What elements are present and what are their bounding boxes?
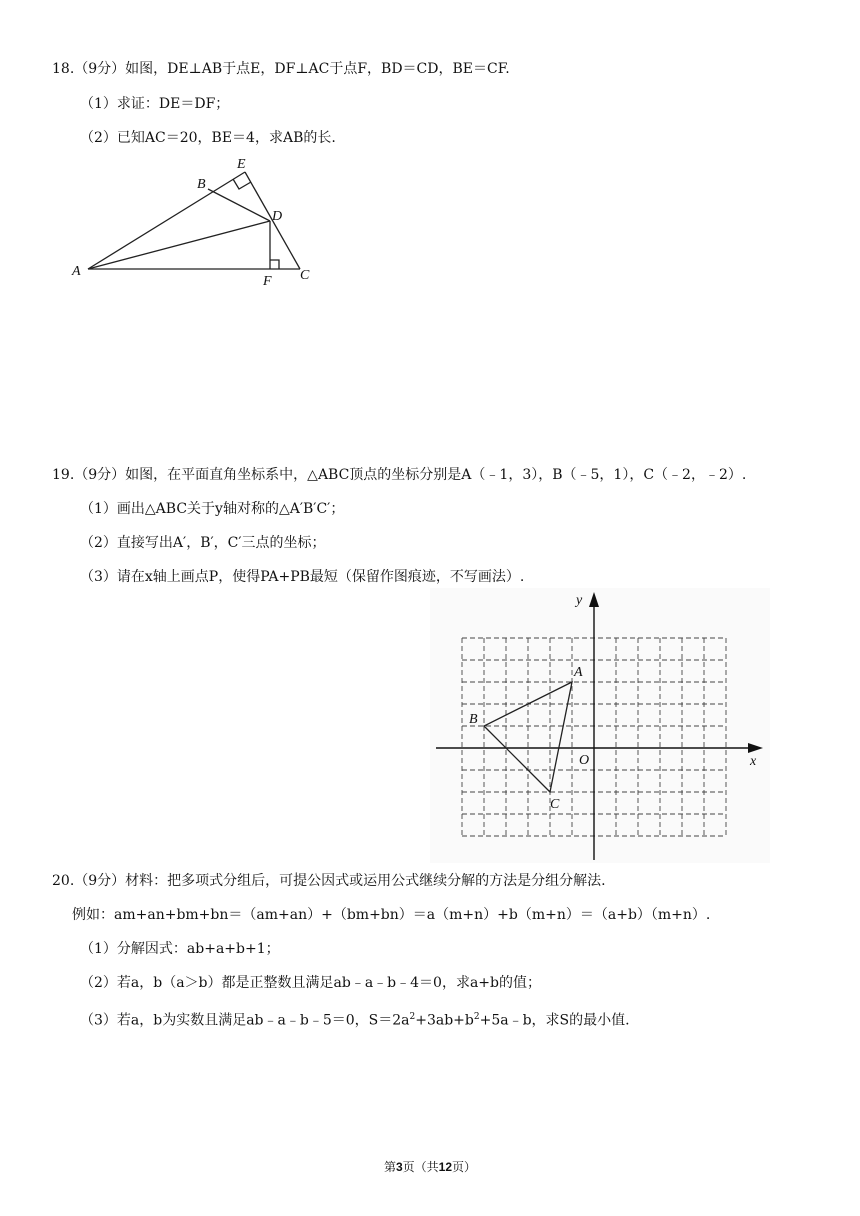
label-C: C: [300, 268, 310, 283]
page-footer: 第3页（共12页）: [383, 1160, 477, 1174]
x-axis-arrow: [748, 743, 763, 753]
label-F: F: [263, 274, 272, 289]
y-axis-label: y: [576, 593, 583, 608]
segment-AD: [88, 221, 270, 269]
q19-title: 19.（9分）如图，在平面直角坐标系中，△ABC顶点的坐标分别是A（﹣1，3），B（﹣5，1），C（﹣2，﹣2）.: [52, 467, 747, 483]
label-E: E: [237, 157, 246, 172]
q18-part1: （1）求证：DE＝DF；: [80, 96, 230, 112]
point-label-B: B: [469, 712, 478, 727]
y-axis-arrow: [589, 592, 599, 607]
q20-part1: （1）分解因式：ab+a+b+1；: [80, 941, 280, 957]
total-pages: 12: [438, 1160, 453, 1174]
label-A: A: [72, 264, 81, 279]
q19-part2: （2）直接写出A′，B′，C′三点的坐标；: [80, 535, 326, 551]
q18-triangle-figure: [60, 150, 330, 290]
q19-part1: （1）画出△ABC关于y轴对称的△A′B′C′；: [80, 501, 345, 517]
label-B: B: [197, 177, 206, 192]
superscript: 2: [409, 1012, 416, 1022]
page-number: 3: [395, 1160, 403, 1174]
q20-part2: （2）若a，b（a＞b）都是正整数且满足ab﹣a﹣b﹣4＝0，求a+b的值；: [80, 975, 541, 991]
point-label-A: A: [574, 665, 583, 680]
q20-example: 例如：am+an+bm+bn＝（am+an）+（bm+bn）＝a（m+n）+b（m+n）＝（a+b）（m+n）.: [72, 907, 711, 923]
q20-title: 20.（9分）材料：把多项式分组后，可提公因式或运用公式继续分解的方法是分组分解法.: [52, 873, 606, 889]
segment-BD: [208, 189, 270, 221]
x-axis-label: x: [750, 754, 757, 769]
right-angle-mark-E: [233, 179, 251, 189]
q19-part3: （3）请在x轴上画点P，使得PA+PB最短（保留作图痕迹，不写画法）.: [80, 569, 525, 585]
q20-part3: （3）若a，b为实数且满足ab﹣a﹣b﹣5＝0，$S=2a^2+3ab+b^2+5a﹣b$，求S的最小值.: [80, 1012, 630, 1029]
segment-AE: [88, 172, 245, 269]
q18-part2: （2）已知AC＝20，BE＝4，求AB的长.: [80, 130, 336, 146]
q18-title: 18.（9分）如图，DE⊥AB于点E，DF⊥AC于点F，BD＝CD，BE＝CF.: [52, 61, 510, 77]
right-angle-mark-F: [270, 260, 279, 269]
superscript: 2: [473, 1012, 480, 1022]
origin-label: O: [579, 753, 590, 768]
point-label-C: C: [550, 797, 560, 812]
label-D: D: [272, 209, 283, 224]
q19-coordinate-grid: [430, 588, 770, 863]
